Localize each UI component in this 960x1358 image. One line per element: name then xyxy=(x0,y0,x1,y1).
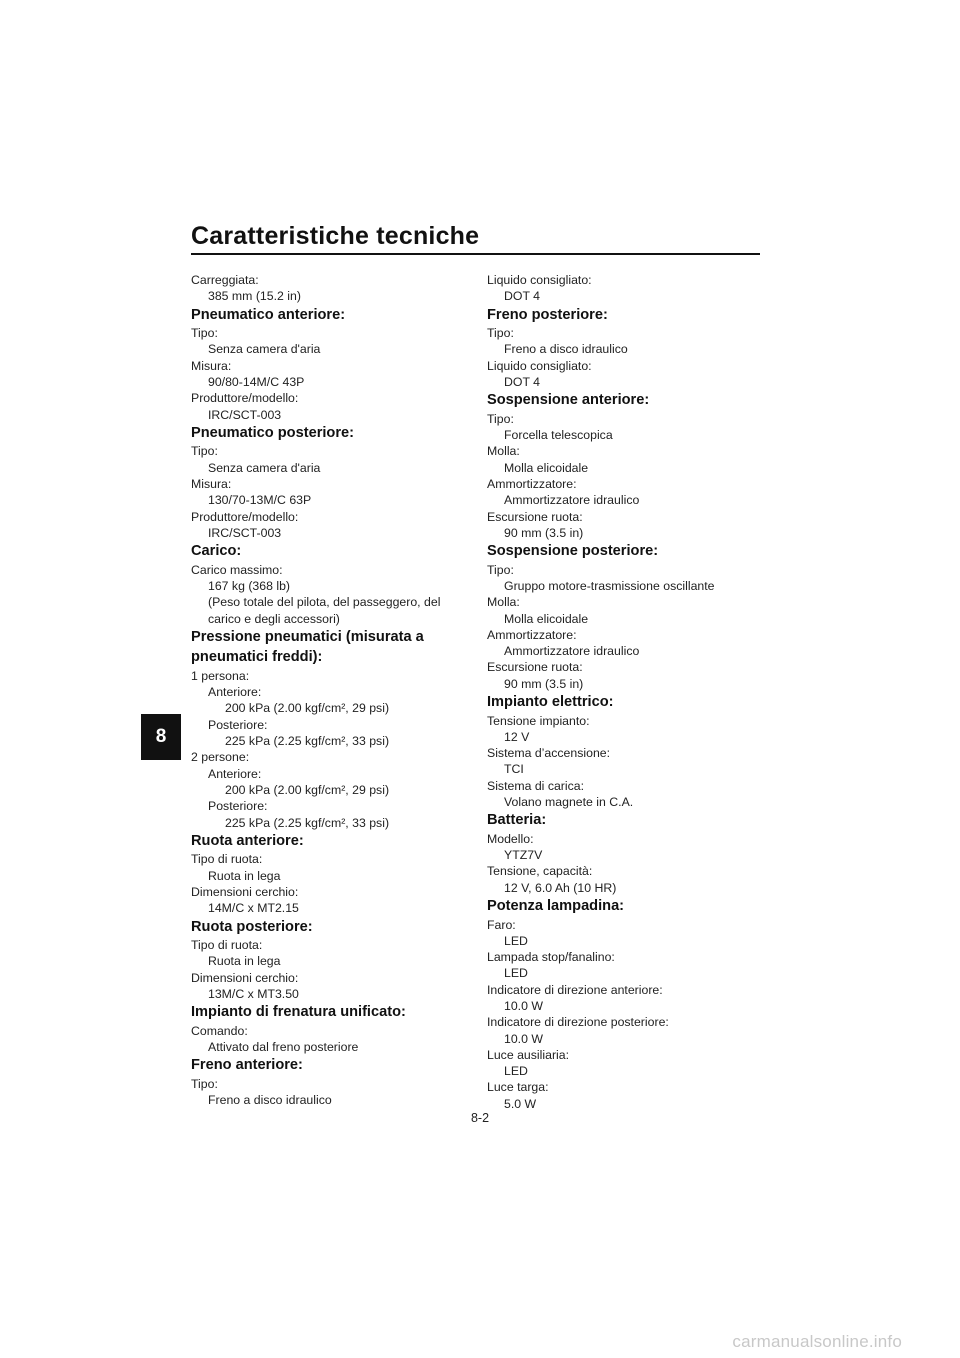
spec-label: Carreggiata: xyxy=(191,273,259,287)
spec-value: 90 mm (3.5 in) xyxy=(504,676,584,691)
spec-value: 12 V, 6.0 Ah (10 HR) xyxy=(504,880,617,895)
spec-label: Escursione ruota: xyxy=(487,509,583,524)
section-heading: Freno anteriore: xyxy=(191,1057,303,1074)
spec-label: Luce ausiliaria: xyxy=(487,1047,570,1062)
page-number: 8-2 xyxy=(470,1111,490,1125)
spec-value: 130/70-13M/C 63P xyxy=(208,493,312,508)
spec-value: TCI xyxy=(504,762,524,777)
spec-value: YTZ7V xyxy=(504,848,543,863)
spec-value: 200 kPa (2.00 kgf/cm², 29 psi) xyxy=(225,782,390,797)
spec-value: Anteriore: xyxy=(208,685,262,700)
left-column xyxy=(191,272,471,1108)
spec-value: IRC/SCT-003 xyxy=(208,407,282,422)
section-heading: Ruota posteriore: xyxy=(191,918,313,935)
spec-label: 1 persona: xyxy=(191,668,250,683)
section-heading: Pneumatico posteriore: xyxy=(191,424,354,441)
spec-label: Tipo di ruota: xyxy=(191,852,263,867)
spec-label: Tensione, capacità: xyxy=(487,864,593,879)
spec-value: Posteriore: xyxy=(208,799,268,814)
spec-label: Tipo: xyxy=(191,444,218,459)
spec-value: 13M/C x MT3.50 xyxy=(208,986,299,1001)
spec-value: 167 kg (368 lb) xyxy=(208,578,291,593)
section-heading: Impianto di frenatura unificato: xyxy=(191,1004,406,1021)
spec-label: Sistema d’accensione: xyxy=(487,746,611,761)
section-heading: Batteria: xyxy=(487,812,547,829)
spec-value: 385 mm (15.2 in) xyxy=(208,289,301,304)
spec-label: Indicatore di direzione anteriore: xyxy=(487,982,663,997)
spec-value: LED xyxy=(504,1064,528,1079)
spec-value: Ruota in lega xyxy=(208,954,281,969)
spec-value: LED xyxy=(504,966,528,981)
spec-value: Attivato dal freno posteriore xyxy=(208,1039,359,1054)
spec-value: DOT 4 xyxy=(504,374,540,389)
spec-label: Ammortizzatore: xyxy=(487,627,577,642)
title-rule xyxy=(191,253,760,255)
spec-value: Volano magnete in C.A. xyxy=(504,795,634,810)
spec-label: Produttore/modello: xyxy=(191,391,299,406)
section-heading: Pneumatico anteriore: xyxy=(191,306,346,323)
spec-label: Liquido consigliato: xyxy=(487,358,592,373)
spec-label: Molla: xyxy=(487,595,520,610)
spec-value: 200 kPa (2.00 kgf/cm², 29 psi) xyxy=(225,701,390,716)
spec-value: Freno a disco idraulico xyxy=(208,1093,332,1108)
spec-value: 225 kPa (2.25 kgf/cm², 33 psi) xyxy=(225,815,390,830)
spec-label: Ammortizzatore: xyxy=(487,476,577,491)
spec-value: 10.0 W xyxy=(504,998,543,1013)
spec-value: Posteriore: xyxy=(208,717,268,732)
spec-label: Luce targa: xyxy=(487,1080,549,1095)
spec-label: Escursione ruota: xyxy=(487,660,583,675)
watermark: carmanualsonline.info xyxy=(732,1332,902,1351)
spec-value: Forcella telescopica xyxy=(504,428,613,443)
spec-label: Misura: xyxy=(191,358,232,373)
spec-label: 2 persone: xyxy=(191,750,250,765)
spec-label: Molla: xyxy=(487,444,520,459)
section-heading: pneumatici freddi): xyxy=(191,649,323,666)
spec-value: (Peso totale del pilota, del passeggero, del xyxy=(208,595,441,610)
spec-label: Lampada stop/fanalino: xyxy=(487,950,615,965)
spec-label: Tipo: xyxy=(191,326,218,341)
spec-value: DOT 4 xyxy=(504,289,540,304)
spec-value: Ammortizzatore idraulico xyxy=(504,493,640,508)
spec-label: Dimensioni cerchio: xyxy=(191,970,299,985)
section-tab: 8 xyxy=(141,714,181,760)
spec-label: Misura: xyxy=(191,476,232,491)
spec-label: Indicatore di direzione posteriore: xyxy=(487,1015,669,1030)
section-heading: Sospensione anteriore: xyxy=(487,392,650,409)
section-heading: Pressione pneumatici (misurata a xyxy=(191,628,424,645)
spec-value: 5.0 W xyxy=(504,1096,537,1111)
spec-label: Faro: xyxy=(487,917,516,932)
spec-value: Freno a disco idraulico xyxy=(504,342,628,357)
spec-value: Gruppo motore-trasmissione oscillante xyxy=(504,578,715,593)
spec-label: Liquido consigliato: xyxy=(487,273,592,287)
spec-value: Ammortizzatore idraulico xyxy=(504,644,640,659)
spec-label: Tensione impianto: xyxy=(487,713,590,728)
spec-label: Tipo: xyxy=(487,411,514,426)
section-heading: Impianto elettrico: xyxy=(487,694,614,711)
spec-label: Carico massimo: xyxy=(191,562,283,577)
spec-label: Modello: xyxy=(487,831,534,846)
spec-value: IRC/SCT-003 xyxy=(208,525,282,540)
spec-label: Produttore/modello: xyxy=(191,509,299,524)
spec-label: Tipo: xyxy=(191,1076,218,1091)
section-heading: Sospensione posteriore: xyxy=(487,543,659,560)
section-heading: Carico: xyxy=(191,543,242,560)
spec-value: Anteriore: xyxy=(208,766,262,781)
spec-value: 90 mm (3.5 in) xyxy=(504,525,584,540)
section-heading: Freno posteriore: xyxy=(487,306,608,323)
spec-value: carico e degli accessori) xyxy=(208,611,340,626)
section-heading: Potenza lampadina: xyxy=(487,898,625,914)
spec-value: 14M/C x MT2.15 xyxy=(208,901,299,916)
section-heading: Ruota anteriore: xyxy=(191,832,304,849)
spec-label: Sistema di carica: xyxy=(487,778,585,793)
spec-label: Tipo: xyxy=(487,326,514,341)
spec-value: Molla elicoidale xyxy=(504,460,589,475)
spec-value: Senza camera d'aria xyxy=(208,342,321,357)
spec-label: Tipo: xyxy=(487,562,514,577)
spec-label: Tipo di ruota: xyxy=(191,938,263,952)
spec-value: 10.0 W xyxy=(504,1031,543,1046)
page-title: Caratteristiche tecniche xyxy=(191,222,480,250)
spec-value: LED xyxy=(504,933,528,948)
spec-value: 225 kPa (2.25 kgf/cm², 33 psi) xyxy=(225,734,390,749)
spec-value: Ruota in lega xyxy=(208,868,281,883)
spec-value: Senza camera d'aria xyxy=(208,460,321,475)
spec-value: Molla elicoidale xyxy=(504,611,589,626)
spec-label: Dimensioni cerchio: xyxy=(191,884,299,899)
spec-label: Comando: xyxy=(191,1023,248,1038)
spec-value: 90/80-14M/C 43P xyxy=(208,374,305,389)
right-column xyxy=(487,272,767,1112)
spec-value: 12 V xyxy=(504,729,530,744)
